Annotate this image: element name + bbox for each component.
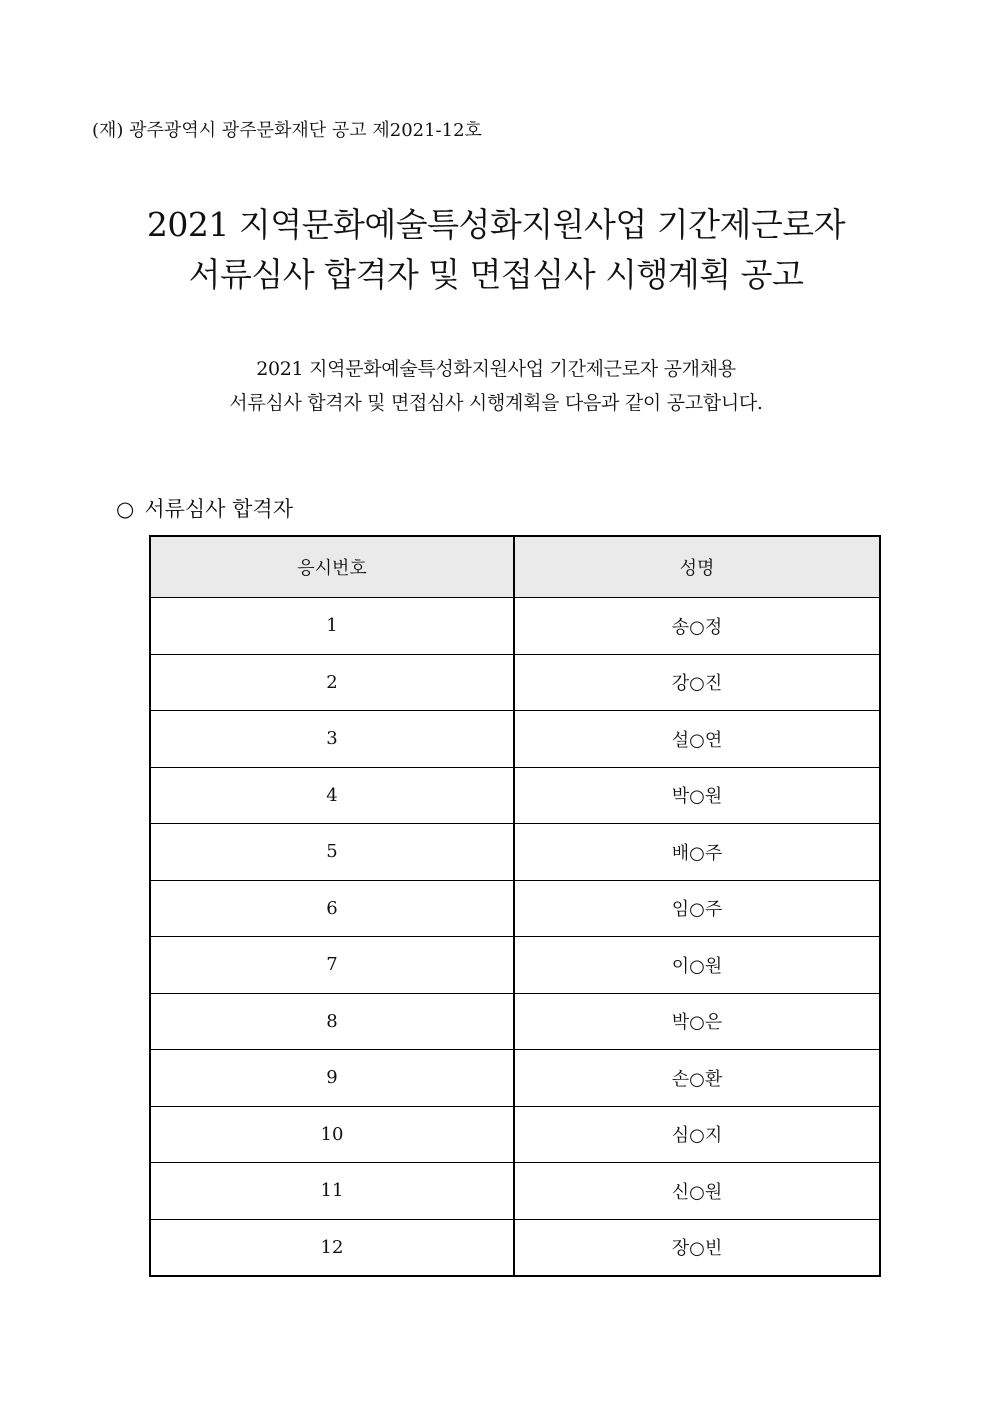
table-row [150,880,880,937]
cell-name: 송○정 [514,598,880,655]
cell-applicant-number: 3 [150,711,514,768]
cell-name: 강○진 [514,654,880,711]
intro-line-2: 서류심사 합격자 및 면접심사 시행계획을 다음과 같이 공고합니다. [229,392,763,414]
cell-applicant-number: 9 [150,1050,514,1107]
intro-text [0,352,992,420]
table-row [150,711,880,768]
table-row [150,654,880,711]
page-title [0,200,992,300]
cell-applicant-number: 10 [150,1106,514,1163]
cell-applicant-number: 8 [150,993,514,1050]
table-row [150,824,880,881]
section-heading [116,493,293,523]
table-row [150,1050,880,1107]
cell-applicant-number: 1 [150,598,514,655]
circle-bullet-icon: ○ [116,497,135,521]
cell-name: 임○주 [514,880,880,937]
cell-name: 이○원 [514,937,880,994]
table-row [150,1163,880,1220]
header-applicant-number: 응시번호 [150,536,514,598]
table-row [150,1106,880,1163]
intro-line-1: 2021 지역문화예술특성화지원사업 기간제근로자 공개채용 [256,358,736,380]
notice-number: (재) 광주광역시 광주문화재단 공고 제2021-12호 [92,120,482,141]
title-line-1: 2021 지역문화예술특성화지원사업 기간제근로자 [146,205,846,244]
cell-applicant-number: 12 [150,1219,514,1276]
header-name: 성명 [514,536,880,598]
cell-applicant-number: 5 [150,824,514,881]
cell-applicant-number: 11 [150,1163,514,1220]
table-row [150,767,880,824]
table-row [150,1219,880,1276]
cell-applicant-number: 4 [150,767,514,824]
table-row [150,937,880,994]
cell-name: 배○주 [514,824,880,881]
table-header-row [150,536,880,598]
cell-applicant-number: 6 [150,880,514,937]
results-table [149,535,881,1277]
cell-name: 장○빈 [514,1219,880,1276]
cell-name: 박○은 [514,993,880,1050]
cell-name: 박○원 [514,767,880,824]
table-row [150,598,880,655]
cell-name: 신○원 [514,1163,880,1220]
cell-name: 손○환 [514,1050,880,1107]
cell-name: 심○지 [514,1106,880,1163]
table-row [150,993,880,1050]
cell-applicant-number: 7 [150,937,514,994]
section-heading-label: 서류심사 합격자 [144,497,294,521]
title-line-2: 서류심사 합격자 및 면접심사 시행계획 공고 [188,255,804,294]
cell-name: 설○연 [514,711,880,768]
cell-applicant-number: 2 [150,654,514,711]
